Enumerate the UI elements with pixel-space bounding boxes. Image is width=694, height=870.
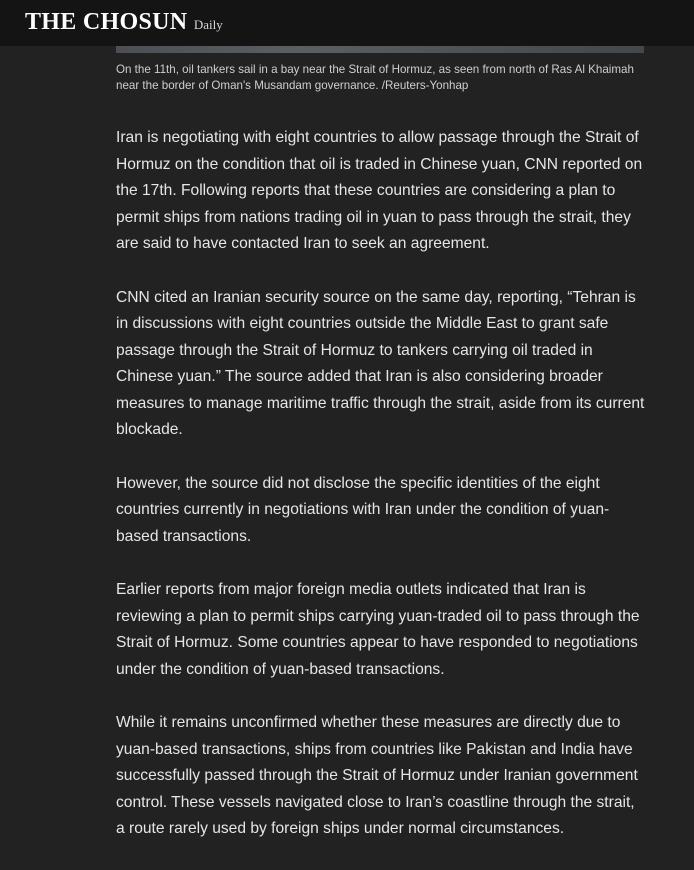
logo-sub-text: Daily [193, 17, 223, 32]
article-photo [116, 46, 644, 53]
article-paragraph: Iran is negotiating with eight countries to allow passage through the Strait of Hormuz on the condition that oil is traded in Chinese yuan, CNN reported on the 17th. Following reports that these countries are considering a plan to permit ships from nations trading oil in yuan to pass through the strait, they are said to have contacted Iran to seek an agreement. [116, 129, 643, 252]
article-paragraph: CNN cited an Iranian security source on the same day, reporting, “Tehran is in discussions with eight countries outside the Middle East to grant safe passage through the Strait of Hormuz to tankers carrying oil traded in Chinese yuan.” The source added that Iran is also considering broader measures to manage maritime traffic through the strait, aside from its current blockade. [116, 288, 645, 438]
site-header [0, 0, 694, 46]
article-body [116, 125, 646, 870]
article-paragraph: While it remains unconfirmed whether these measures are directly due to yuan-based transactions, ships from countries like Pakistan and India have successfully passed through the Strait of Hormuz under Iranian government control. These vessels navigated close to Iran’s coastline through the strait, a route rarely used by foreign ships under normal circumstances. [116, 714, 638, 837]
article-paragraph: Earlier reports from major foreign media outlets indicated that Iran is reviewing a plan to permit ships carrying yuan-traded oil to pass through the Strait of Hormuz. Some countries appear to have responded to negotiations under the condition of yuan-based transactions. [116, 581, 640, 678]
logo-main-text: THE CHOSUN [25, 9, 188, 35]
article-paragraph: However, the source did not disclose the specific identities of the eight countries currently in negotiations with Iran under the condition of yuan-based transactions. [116, 474, 610, 545]
photo-caption: On the 11th, oil tankers sail in a bay near the Strait of Hormuz, as seen from north of Ras Al Khaimah near the border of Oman's Musandam governance. /Reuters-Yonhap [116, 63, 634, 92]
site-logo[interactable] [25, 9, 223, 36]
